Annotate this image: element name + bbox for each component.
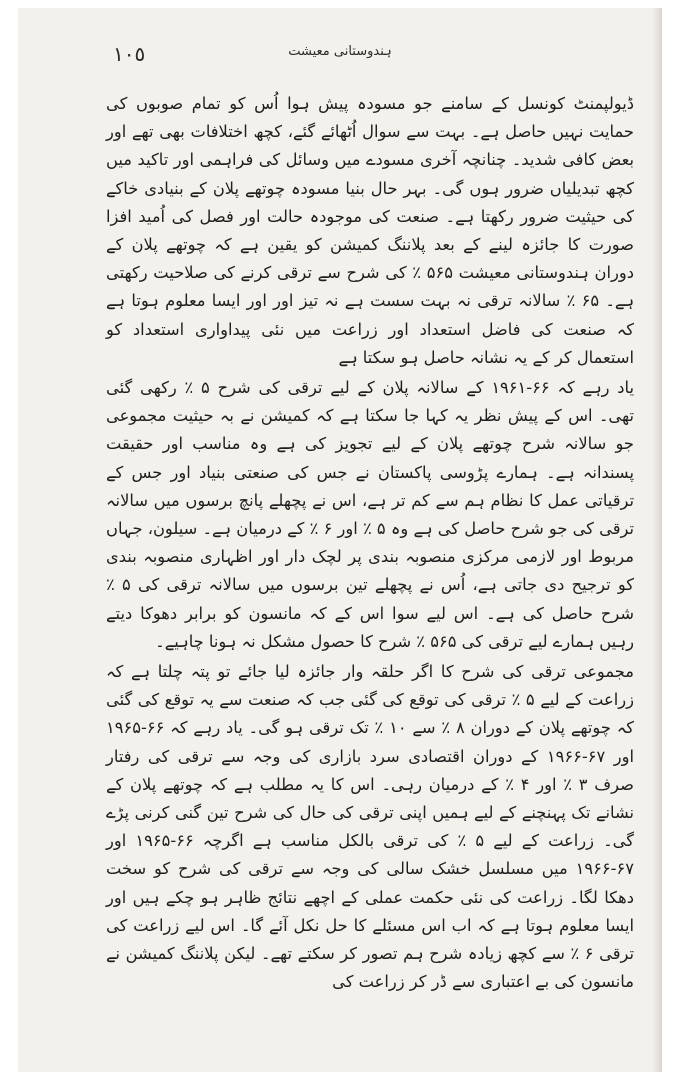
book-page bbox=[18, 8, 662, 1072]
paragraph-3: مجموعی ترقی کی شرح کا اگر حلقہ وار جائزہ لیا جائے تو پتہ چلتا ہے کہ زراعت کے لیے ۵ ٪ ترقی کی توقع کی گئی جب کہ صنعت سے یہ توقع کی گئی کہ چوتھے پلان کے دوران ۸ ٪ سے ۱۰ ٪ تک ترقی ہو گی۔ یاد رہے کہ ۶۶-۱۹۶۵ اور ۶۷-۱۹۶۶ کے دوران اقتصادی سرد بازاری کی وجہ سے ترقی کی رفتار صرف ۳ ٪ اور ۴ ٪ کے درمیان رہی۔ اس کا یہ مطلب ہے کہ چوتھے پلان کے نشانے تک پہنچنے کے لیے ہمیں اپنی ترقی کی حال کی شرح تین گنی کرنی پڑے گی۔ زراعت کے لیے ۵ ٪ کی ترقی بالکل مناسب ہے اگرچہ ۶۶-۱۹۶۵ اور ۶۷-۱۹۶۶ میں مسلسل خشک سالی کی وجہ سے ترقی کی شرح کو سخت دھکا لگا۔ زراعت کی نئی حکمت عملی کے اچھے نتائج ظاہر ہو چکے ہیں اور ایسا معلوم ہوتا ہے کہ اب اس مسئلے کا حل نکل آئے گا۔ اس لیے زراعت کی ترقی ۶ ٪ سے کچھ زیادہ شرح ہم تصور کر سکتے تھے۔ لیکن پلاننگ کمیشن نے مانسون کی بے اعتباری سے ڈر کر زراعت کی bbox=[106, 662, 635, 992]
body-text bbox=[106, 90, 634, 997]
paragraph-1: ڈیولپمنٹ کونسل کے سامنے جو مسودہ پیش ہوا اُس کو تمام صوبوں کی حمایت نہیں حاصل ہے۔ بہت سے سوال اُٹھائے گئے، کچھ اختلافات بھی تھے اور بعض کافی شدید۔ چنانچہ آخری مسودے میں وسائل کی فراہمی اور تاکید میں کچھ تبدیلیاں ضرور ہوں گی۔ بہر حال بنیا مسودہ چوتھے پلان کے بنیادی خاکے کی حیثیت ضرور رکھتا ہے۔ صنعت کی موجودہ حالت اور فصل کی اُمید افزا صورت کا جائزہ لینے کے بعد پلاننگ کمیشن کو یقین ہے کہ چوتھے پلان کے دوران ہندوستانی معیشت ۵۶۵ ٪ کی شرح سے ترقی کرنے کی صلاحیت رکھتی ہے۔ ۶۵ ٪ سالانہ ترقی نہ بہت سست ہے نہ تیز اور اور ایسا معلوم ہوتا ہے کہ صنعت کی فاضل استعداد اور زراعت میں نئی پیداواری استعداد کو استعمال کر کے یہ نشانہ حاصل ہو سکتا ہے bbox=[106, 94, 634, 367]
paragraph-2: یاد رہے کہ ۶۶-۱۹۶۱ کے سالانہ پلان کے لیے ترقی کی شرح ۵ ٪ رکھی گئی تھی۔ اس کے پیش نظر یہ کہا جا سکتا ہے کہ کمیشن نے بہ حیثیت مجموعی جو سالانہ شرح چوتھے پلان کے لیے تجویز کی ہے وہ مناسب اور حقیقت پسندانہ ہے۔ ہمارے پڑوسی پاکستان نے جس کی صنعتی بنیاد اور جس کے ترقیاتی عمل کا نظام ہم سے کم تر ہے، اس نے پچھلے پانچ برسوں میں سالانہ ترقی کی جو شرح حاصل کی ہے وہ ۵ ٪ اور ۶ ٪ کے درمیان ہے۔ سیلون، جہاں مربوط اور لازمی مرکزی منصوبہ بندی پر لچک دار اور اظہاری منصوبہ بندی کو ترجیح دی جاتی ہے، اُس نے پچھلے تین برسوں میں سالانہ ترقی کی ۵ ٪ شرح حاصل کی ہے۔ اس لیے سوا اس کے کہ مانسون کو برابر دھوکا دیتے رہیں ہمارے لیے ترقی کی ۵۶۵ ٪ شرح کا حصول مشکل نہ ہونا چاہیے۔ bbox=[106, 378, 635, 651]
page-number: ١٠٥ bbox=[113, 42, 146, 66]
page-gutter-shadow bbox=[652, 8, 662, 1072]
running-title: ہندوستانی معیشت bbox=[288, 44, 392, 59]
page-header bbox=[18, 38, 662, 68]
